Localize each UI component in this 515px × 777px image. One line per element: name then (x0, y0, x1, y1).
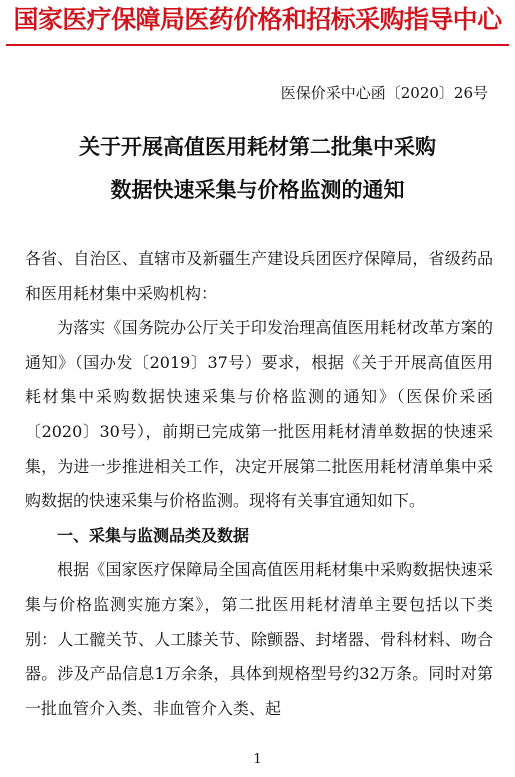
organization-header: 国家医疗保障局医药价格和招标采购指导中心 (13, 5, 502, 34)
document-title-line-2: 数据快速采集与价格监测的通知 (110, 177, 405, 202)
section-heading-1: 一、采集与监测品类及数据 (57, 525, 250, 545)
header-divider (6, 44, 509, 46)
page-number: 1 (253, 752, 262, 767)
document-title-line-1: 关于开展高值医用耗材第二批集中采购 (79, 134, 436, 159)
document-body (25, 242, 493, 726)
salutation: 各省、自治区、直辖市及新疆生产建设兵团医疗保障局，省级药品和医用耗材集中采购机构： (25, 249, 493, 303)
paragraph-intro: 为落实《国务院办公厅关于印发治理高值医用耗材改革方案的通知》（国办发〔2019〕37号）要求，根据《关于开展高值医用耗材集中采购数据快速采集与价格监测的通知》（医保价采函〔2020〕30号），前期已完成第一批医用耗材清单数据的快速采集，为进一步推进相关工作，决定开展第二批医用耗材清单集中采购数据的快速采集与价格监测。现将有关事宜通知如下。 (25, 318, 493, 511)
paragraph-categories: 根据《国家医疗保障局全国高值医用耗材集中采购数据快速采集与价格监测实施方案》，第二批医用耗材清单主要包括以下类别：人工髋关节、人工膝关节、除颤器、封堵器、骨科材料、吻合器。涉及产品信息1万余条，具体到规格型号约32万条。同时对第一批血管介入类、非血管介入类、起 (25, 560, 493, 718)
document-number: 医保价采中心函〔2020〕26号 (280, 84, 488, 102)
